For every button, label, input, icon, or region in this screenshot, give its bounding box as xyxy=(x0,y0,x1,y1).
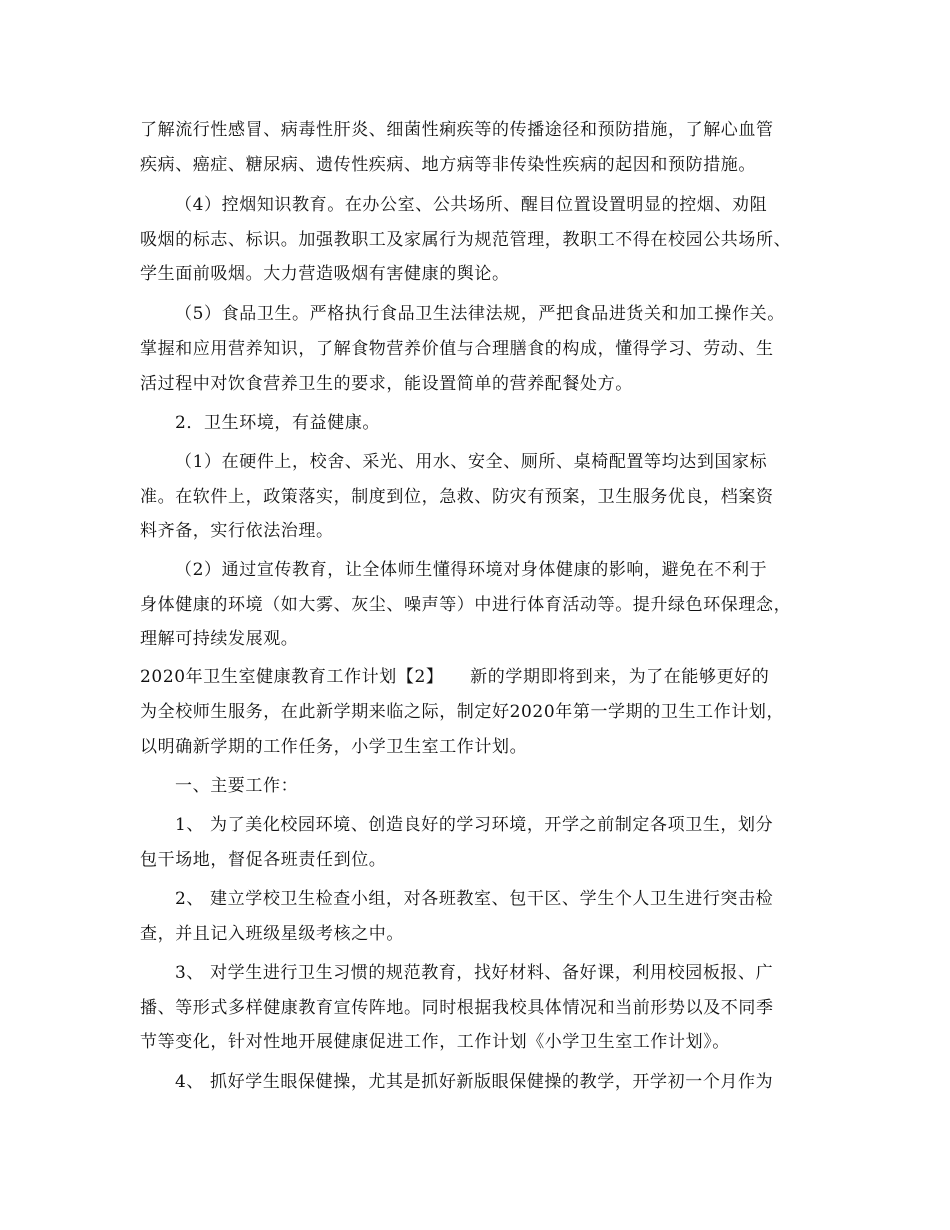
text-line: 以明确新学期的工作任务，小学卫生室工作计划。 xyxy=(140,737,528,757)
text-line: 准。在软件上，政策落实，制度到位，急救、防灾有预案，卫生服务优良，档案资 xyxy=(140,487,774,507)
text-line: （4）控烟知识教育。在办公室、公共场所、醒目位置设置明显的控烟、劝阻 xyxy=(175,195,768,215)
text-line: （2）通过宣传教育，让全体师生懂得环境对身体健康的影响，避免在不利于 xyxy=(175,560,768,580)
text-line: 2020年卫生室健康教育工作计划【2】 新的学期即将到来，为了在能够更好的 xyxy=(140,667,770,687)
text-line: 身体健康的环境（如大雾、灰尘、噪声等）中进行体育活动等。提升绿色环保理念， xyxy=(140,595,792,615)
text-line: 为全校师生服务，在此新学期来临之际，制定好2020年第一学期的卫生工作计划， xyxy=(140,702,785,722)
text-line: 料齐备，实行依法治理。 xyxy=(140,521,334,541)
text-line: 学生面前吸烟。大力营造吸烟有害健康的舆论。 xyxy=(140,264,510,284)
text-line: 疾病、癌症、糖尿病、遗传性疾病、地方病等非传染性疾病的起因和预防措施。 xyxy=(140,155,756,175)
text-line: （1）在硬件上，校舍、采光、用水、安全、厕所、桌椅配置等均达到国家标 xyxy=(175,452,768,472)
text-line: 4、 抓好学生眼保健操，尤其是抓好新版眼保健操的教学，开学初一个月作为 xyxy=(175,1072,774,1092)
text-line: 播、等形式多样健康教育宣传阵地。同时根据我校具体情况和当前形势以及不同季 xyxy=(140,998,774,1018)
text-line: 节等变化，针对性地开展健康促进工作，工作计划《小学卫生室工作计划》。 xyxy=(140,1032,730,1052)
text-line: （5）食品卫生。严格执行食品卫生法律法规，严把食品进货关和加工操作关。 xyxy=(175,304,785,324)
text-line: 查，并且记入班级星级考核之中。 xyxy=(140,924,404,944)
section-heading: 2．卫生环境，有益健康。 xyxy=(175,413,381,433)
text-line: 包干场地，督促各班责任到位。 xyxy=(140,850,387,870)
text-line: 活过程中对饮食营养卫生的要求，能设置简单的营养配餐处方。 xyxy=(140,374,633,394)
text-line: 了解流行性感冒、病毒性肝炎、细菌性痢疾等的传播途径和预防措施，了解心血管 xyxy=(140,120,774,140)
text-line: 掌握和应用营养知识，了解食物营养价值与合理膳食的构成，懂得学习、劳动、生 xyxy=(140,339,774,359)
text-line: 3、 对学生进行卫生习惯的规范教育，找好材料、备好课，利用校园板报、广 xyxy=(175,963,774,983)
section-heading: 一、主要工作： xyxy=(175,776,299,796)
text-line: 吸烟的标志、标识。加强教职工及家属行为规范管理，教职工不得在校园公共场所、 xyxy=(140,230,792,250)
text-line: 理解可持续发展观。 xyxy=(140,629,299,649)
text-line: 1、 为了美化校园环境、创造良好的学习环境，开学之前制定各项卫生，划分 xyxy=(175,815,774,835)
text-line: 2、 建立学校卫生检查小组，对各班教室、包干区、学生个人卫生进行突击检 xyxy=(175,889,774,909)
